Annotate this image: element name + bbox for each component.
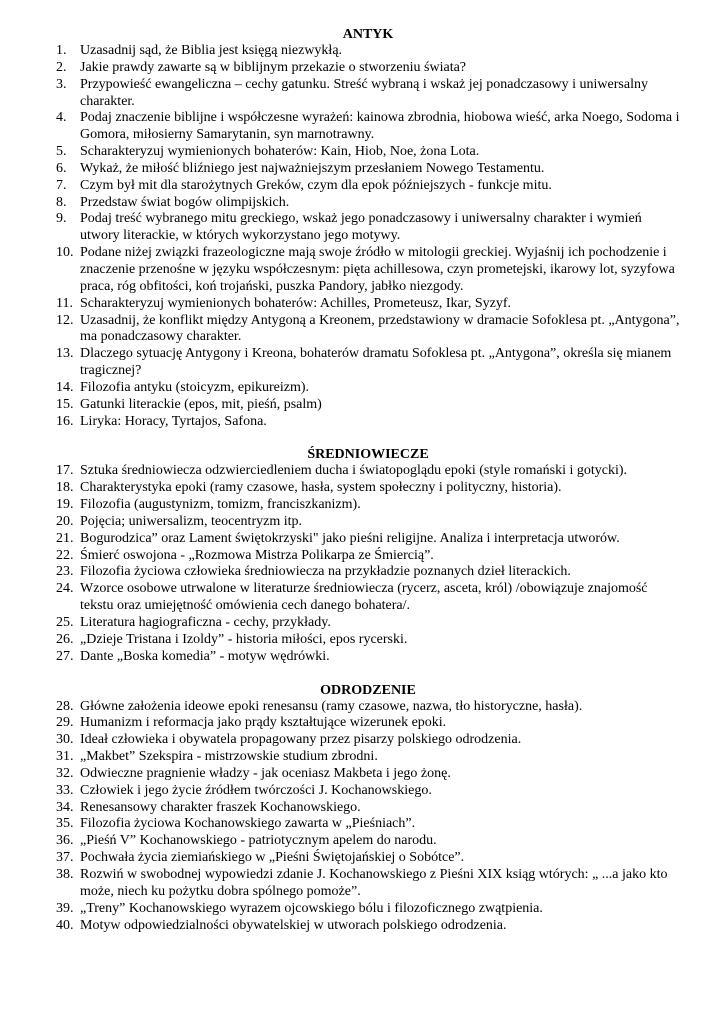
item-text: Sztuka średniowiecza odzwierciedleniem ducha i światopoglądu epoki (style romański i gotycki).: [80, 463, 628, 479]
item-text: Rozwiń w swobodnej wypowiedzi zdanie J. Kochanowskiego z Pieśni XIX ksiąg wtórych: „ ...a jako kto może, niech ku pożytku dobra spólnego pomoże”.: [80, 866, 668, 899]
item-number: 11.: [56, 295, 73, 311]
item-text: Podaj znaczenie biblijne i współczesne wyrażeń: kainowa zbrodnia, hiobowa wieść, arka Noego, Sodoma i Gomora, miłosierny Samarytanin, syn marnotrawny.: [80, 110, 680, 143]
list-item: [56, 749, 680, 766]
item-text: Charakterystyka epoki (ramy czasowe, hasła, system społeczny i polityczny, historia).: [80, 480, 562, 496]
item-text: Dante „Boska komedia” - motyw wędrówki.: [80, 648, 330, 664]
list-item: [56, 245, 680, 296]
section-title: ODRODZENIE: [320, 682, 416, 698]
item-text: Pojęcia; uniwersalizm, teocentryzm itp.: [80, 513, 302, 529]
item-number: 30.: [56, 732, 74, 748]
list-item: [56, 178, 680, 195]
list-item: [56, 581, 680, 615]
list-item: [56, 77, 680, 111]
question-list: [56, 699, 680, 935]
section-title: ŚREDNIOWIECZE: [307, 447, 429, 463]
item-text: Filozofia życiowa Kochanowskiego zawarta w „Pieśniach”.: [80, 816, 416, 832]
item-text: Humanizm i reformacja jako prądy kształtujące wizerunek epoki.: [80, 715, 447, 731]
list-item: [56, 463, 680, 480]
item-text: Literatura hagiograficzna - cechy, przykłady.: [80, 615, 331, 630]
item-text: Główne założenia ideowe epoki renesansu (ramy czasowe, nazwa, tło historyczne, hasła).: [80, 698, 583, 714]
item-number: 7.: [56, 177, 67, 193]
item-number: 4.: [56, 110, 67, 126]
item-text: Podane niżej związki frazeologiczne mają swoje źródło w mitologii greckiej. Wyjaśnij ich pochodzenie i znaczenie przenośne w języku współczesnym: pięta achillesowa, czyn prometejski, ikarowy lot, syzyfowa praca, róg obfitości, koń trojański, puszka Pandory, jabłko niezgody.: [80, 245, 675, 294]
item-number: 37.: [56, 850, 74, 866]
item-number: 26.: [56, 631, 74, 647]
item-number: 9.: [56, 211, 67, 227]
list-item: [56, 732, 680, 749]
item-number: 34.: [56, 799, 74, 815]
item-text: Dlaczego sytuację Antygony i Kreona, bohaterów dramatu Sofoklesa pt. „Antygona”, określa się mianem tragicznej?: [80, 346, 672, 379]
item-text: Śmierć oswojona - „Rozmowa Mistrza Polikarpa ze Śmiercią”.: [80, 547, 434, 563]
list-item: [56, 564, 680, 581]
item-text: Czym był mit dla starożytnych Greków, czym dla epok późniejszych - funkcje mitu.: [80, 177, 552, 193]
item-text: Przypowieść ewangeliczna – cechy gatunku. Streść wybraną i wskaż jej ponadczasowy i uniwersalny charakter.: [80, 76, 648, 109]
item-number: 28.: [56, 698, 74, 714]
list-item: [56, 715, 680, 732]
item-text: Bogurodzica” oraz Lament świętokrzyski" jako pieśni religijne. Analiza i interpretacja utworów.: [80, 530, 620, 546]
item-number: 24.: [56, 581, 74, 597]
item-text: „Pieśń V” Kochanowskiego - patriotycznym apelem do narodu.: [80, 833, 437, 849]
list-item: [56, 531, 680, 548]
list-item: [56, 43, 680, 60]
item-number: 25.: [56, 615, 74, 630]
item-text: Wzorce osobowe utrwalone w literaturze średniowiecza (rycerz, asceta, król) /obowiązuje znajomość tekstu oraz umiejętność omówienia cech danego bohatera/.: [80, 581, 648, 614]
item-number: 33.: [56, 782, 74, 798]
item-number: 18.: [56, 480, 74, 496]
item-text: Filozofia (augustynizm, tomizm, franciszkanizm).: [80, 497, 361, 513]
item-number: 6.: [56, 160, 67, 176]
list-item: [56, 649, 680, 666]
item-text: Motyw odpowiedzialności obywatelskiej w utworach polskiego odrodzenia.: [80, 917, 507, 933]
list-item: [56, 800, 680, 817]
item-number: 12.: [56, 312, 74, 328]
item-number: 29.: [56, 715, 74, 731]
list-item: [56, 497, 680, 514]
item-number: 19.: [56, 497, 74, 513]
question-list: [56, 43, 680, 430]
list-item: [56, 195, 680, 212]
list-item: [56, 296, 680, 313]
list-item: [56, 615, 680, 632]
item-text: Pochwała życia ziemiańskiego w „Pieśni Świętojańskiej o Sobótce”.: [80, 850, 465, 866]
list-item: [56, 144, 680, 161]
item-number: 2.: [56, 59, 67, 75]
item-text: Gatunki literackie (epos, mit, pieśń, psalm): [80, 396, 322, 412]
item-number: 20.: [56, 513, 74, 529]
item-text: Liryka: Horacy, Tyrtajos, Safona.: [80, 413, 267, 429]
list-item: [56, 211, 680, 245]
list-item: [56, 60, 680, 77]
list-item: [56, 397, 680, 414]
list-item: [56, 632, 680, 649]
item-text: Uzasadnij sąd, że Biblia jest księgą niezwykłą.: [80, 43, 343, 58]
list-item: [56, 480, 680, 497]
item-text: „Dzieje Tristana i Izoldy” - historia miłości, epos rycerski.: [80, 631, 408, 647]
item-number: 35.: [56, 816, 74, 832]
list-item: [56, 918, 680, 935]
item-text: Scharakteryzuj wymienionych bohaterów: Achilles, Prometeusz, Ikar, Syzyf.: [80, 295, 511, 311]
item-text: Człowiek i jego życie źródłem twórczości J. Kochanowskiego.: [80, 782, 432, 798]
list-item: [56, 414, 680, 431]
item-text: „Makbet” Szekspira - mistrzowskie studium zbrodni.: [80, 749, 378, 765]
question-list: [56, 463, 680, 665]
list-item: [56, 699, 680, 716]
item-text: Ideał człowieka i obywatela propagowany przez pisarzy polskiego odrodzenia.: [80, 732, 522, 748]
list-item: [56, 313, 680, 347]
item-number: 5.: [56, 144, 67, 160]
item-number: 27.: [56, 648, 74, 664]
item-text: Przedstaw świat bogów olimpijskich.: [80, 194, 290, 210]
item-number: 17.: [56, 463, 74, 479]
item-text: Filozofia życiowa człowieka średniowiecza na przykładzie poznanych dzieł literackich.: [80, 564, 571, 580]
list-item: [56, 901, 680, 918]
item-number: 16.: [56, 413, 74, 429]
item-number: 32.: [56, 765, 74, 781]
list-item: [56, 867, 680, 901]
item-text: Podaj treść wybranego mitu greckiego, wskaż jego ponadczasowy i uniwersalny charakter i wymień utwory literackie, w których wykorzystano jego motywy.: [80, 211, 642, 244]
list-item: [56, 783, 680, 800]
list-item: [56, 766, 680, 783]
question-list-document: [56, 26, 680, 934]
item-number: 38.: [56, 866, 74, 882]
item-number: 39.: [56, 900, 74, 916]
item-number: 23.: [56, 564, 74, 580]
item-text: Jakie prawdy zawarte są w biblijnym przekazie o stworzeniu świata?: [80, 59, 467, 75]
item-number: 1.: [56, 43, 67, 58]
list-item: [56, 850, 680, 867]
item-text: Scharakteryzuj wymienionych bohaterów: Kain, Hiob, Noe, żona Lota.: [80, 144, 480, 160]
list-item: [56, 346, 680, 380]
item-number: 40.: [56, 917, 74, 933]
item-text: Filozofia antyku (stoicyzm, epikureizm).: [80, 379, 309, 395]
item-number: 10.: [56, 245, 74, 261]
list-item: [56, 110, 680, 144]
item-number: 13.: [56, 346, 74, 362]
item-number: 3.: [56, 76, 67, 92]
item-text: Wykaż, że miłość bliźniego jest najważniejszym przesłaniem Nowego Testamentu.: [80, 160, 545, 176]
item-number: 36.: [56, 833, 74, 849]
list-item: [56, 161, 680, 178]
list-item: [56, 548, 680, 565]
item-text: „Treny” Kochanowskiego wyrazem ojcowskiego bólu i filozoficznego zwątpienia.: [80, 900, 543, 916]
list-item: [56, 816, 680, 833]
item-number: 21.: [56, 530, 74, 546]
item-text: Renesansowy charakter fraszek Kochanowskiego.: [80, 799, 361, 815]
item-number: 14.: [56, 379, 74, 395]
item-text: Odwieczne pragnienie władzy - jak oceniasz Makbeta i jego żonę.: [80, 765, 451, 781]
list-item: [56, 380, 680, 397]
item-number: 31.: [56, 749, 74, 765]
list-item: [56, 833, 680, 850]
item-number: 22.: [56, 547, 74, 563]
item-text: Uzasadnij, że konflikt między Antygoną a Kreonem, przedstawiony w dramacie Sofoklesa pt. „Antygona”, ma ponadczasowy charakter.: [80, 312, 680, 345]
list-item: [56, 514, 680, 531]
item-number: 8.: [56, 194, 67, 210]
section-title: ANTYK: [342, 27, 394, 42]
item-number: 15.: [56, 396, 74, 412]
